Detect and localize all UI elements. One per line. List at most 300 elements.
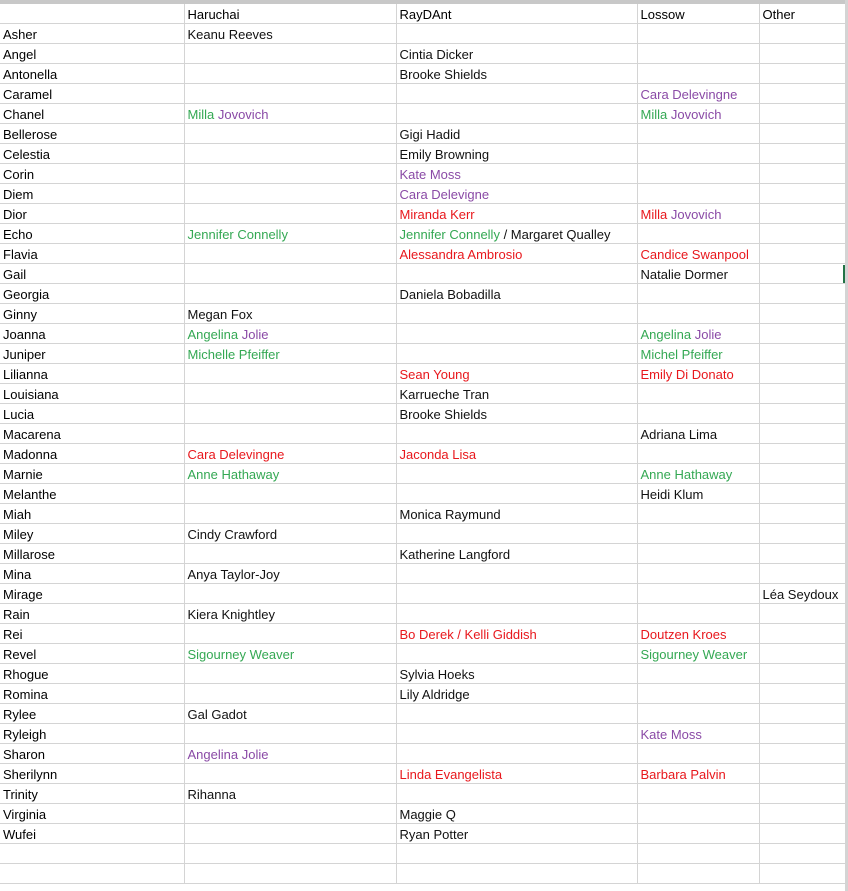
table-cell[interactable] [184,424,396,444]
row-name-cell[interactable] [0,324,184,344]
column-header-label: Haruchai [187,7,240,22]
table-cell[interactable] [396,724,637,744]
empty-cell[interactable] [184,844,396,864]
table-cell[interactable] [396,484,637,504]
table-cell[interactable] [396,624,637,644]
column-header[interactable] [759,4,845,24]
table-row [0,664,845,684]
table-cell[interactable] [759,564,845,584]
table-cell[interactable] [637,764,759,784]
cell-text: Milla [640,207,671,222]
table-cell[interactable] [396,564,637,584]
row-name-cell[interactable] [0,524,184,544]
table-cell[interactable] [184,704,396,724]
table-cell[interactable] [759,24,845,44]
table-cell[interactable] [637,724,759,744]
table-cell[interactable] [759,164,845,184]
table-cell[interactable] [184,304,396,324]
column-header[interactable] [637,4,759,24]
table-cell[interactable] [637,84,759,104]
table-cell[interactable] [637,404,759,424]
table-cell[interactable] [184,724,396,744]
cell-text: Angelina Jolie [187,747,269,762]
table-row [0,304,845,324]
row-name-cell[interactable] [0,64,184,84]
table-cell[interactable] [759,464,845,484]
cell-text: Brooke Shields [399,407,487,422]
table-cell[interactable] [637,784,759,804]
table-cell[interactable] [184,444,396,464]
table-row [0,564,845,584]
table-cell[interactable] [184,284,396,304]
table-cell[interactable] [637,384,759,404]
row-name: Mirage [3,587,43,602]
table-cell[interactable] [759,824,845,844]
table-cell[interactable] [396,824,637,844]
cell-text: Monica Raymund [399,507,501,522]
table-cell[interactable] [184,344,396,364]
cell-text: Daniela Bobadilla [399,287,501,302]
table-cell[interactable] [396,84,637,104]
table-cell[interactable] [396,104,637,124]
cell-text: Alessandra Ambrosio [399,247,523,262]
row-name-cell[interactable] [0,184,184,204]
row-name-cell[interactable] [0,344,184,364]
cell-text: Miranda Kerr [399,207,475,222]
row-name-cell[interactable] [0,444,184,464]
cell-text: Megan Fox [187,307,253,322]
table-cell[interactable] [184,484,396,504]
table-cell[interactable] [184,644,396,664]
cell-text: Candice Swanpool [640,247,749,262]
table-row [0,484,845,504]
empty-cell[interactable] [759,864,845,884]
row-name-cell[interactable] [0,104,184,124]
column-header[interactable] [184,4,396,24]
table-cell[interactable] [184,84,396,104]
table-cell[interactable] [637,644,759,664]
table-cell[interactable] [396,764,637,784]
row-name-cell[interactable] [0,784,184,804]
cell-text: Milla [187,107,218,122]
row-name: Marnie [3,467,43,482]
table-cell[interactable] [637,664,759,684]
table-cell[interactable] [396,404,637,424]
table-cell[interactable] [184,584,396,604]
row-name: Miah [3,507,32,522]
table-cell[interactable] [759,184,845,204]
table-cell[interactable] [396,64,637,84]
table-cell[interactable] [396,264,637,284]
row-name-cell[interactable] [0,364,184,384]
table-cell[interactable] [396,584,637,604]
row-name-cell[interactable] [0,684,184,704]
table-cell[interactable] [396,664,637,684]
row-name: Louisiana [3,387,59,402]
table-row [0,424,845,444]
cell-text: Cara Delevingne [640,87,738,102]
table-cell[interactable] [184,184,396,204]
table-cell[interactable] [759,404,845,424]
row-name-cell[interactable] [0,664,184,684]
table-cell[interactable] [637,204,759,224]
table-row [0,384,845,404]
row-name: Georgia [3,287,50,302]
table-cell[interactable] [184,264,396,284]
row-name-cell[interactable] [0,384,184,404]
table-row [0,524,845,544]
table-row [0,84,845,104]
table-cell[interactable] [759,364,845,384]
table-cell[interactable] [396,164,637,184]
row-name: Diem [3,187,34,202]
row-name-cell[interactable] [0,564,184,584]
table-cell[interactable] [637,344,759,364]
table-cell[interactable] [184,464,396,484]
table-cell[interactable] [637,804,759,824]
header-cell-name[interactable] [0,4,184,24]
table-cell[interactable] [637,604,759,624]
table-cell[interactable] [637,464,759,484]
table-cell[interactable] [396,804,637,824]
row-name-cell[interactable] [0,84,184,104]
table-cell[interactable] [637,64,759,84]
table-cell[interactable] [184,764,396,784]
table-cell[interactable] [637,584,759,604]
table-cell[interactable] [637,684,759,704]
table-cell[interactable] [184,544,396,564]
table-cell[interactable] [759,444,845,464]
table-cell[interactable] [184,24,396,44]
table-cell[interactable] [637,444,759,464]
table-cell[interactable] [396,744,637,764]
table-cell[interactable] [759,624,845,644]
table-cell[interactable] [184,744,396,764]
table-row [0,724,845,744]
table-cell[interactable] [637,364,759,384]
table-cell[interactable] [184,164,396,184]
table-cell[interactable] [637,564,759,584]
empty-cell[interactable] [396,844,637,864]
table-cell[interactable] [184,364,396,384]
cell-text: Jovovich [670,107,722,122]
table-cell[interactable] [759,784,845,804]
cell-text: Maggie Q [399,807,456,822]
table-row [0,404,845,424]
table-cell[interactable] [396,344,637,364]
cell-text: / Margaret Qualley [499,227,611,242]
empty-cell[interactable] [0,864,184,884]
row-name: Bellerose [3,127,58,142]
cell-text: Gal Gadot [187,707,247,722]
table-cell[interactable] [396,144,637,164]
table-cell[interactable] [759,224,845,244]
table-cell[interactable] [759,544,845,564]
table-cell[interactable] [396,704,637,724]
table-cell[interactable] [759,304,845,324]
table-cell[interactable] [184,124,396,144]
empty-cell[interactable] [396,864,637,884]
table-cell[interactable] [759,64,845,84]
table-cell[interactable] [759,524,845,544]
table-cell[interactable] [637,184,759,204]
table-cell[interactable] [637,544,759,564]
table-cell[interactable] [759,804,845,824]
table-cell[interactable] [759,144,845,164]
row-name-cell[interactable] [0,304,184,324]
table-cell[interactable] [759,504,845,524]
table-cell[interactable] [759,704,845,724]
table-cell[interactable] [759,324,845,344]
table-cell[interactable] [637,304,759,324]
table-cell[interactable] [759,384,845,404]
row-name: Angel [3,47,37,62]
row-name: Sharon [3,747,45,762]
cell-text: Angelina [187,327,242,342]
table-cell[interactable] [396,384,637,404]
table-cell[interactable] [396,124,637,144]
cell-text: Emily Di Donato [640,367,734,382]
table-cell[interactable] [396,284,637,304]
table-cell[interactable] [184,824,396,844]
table-cell[interactable] [637,524,759,544]
row-name: Ryleigh [3,727,47,742]
row-name-cell[interactable] [0,164,184,184]
empty-cell[interactable] [637,864,759,884]
table-row [0,284,845,304]
table-cell[interactable] [759,84,845,104]
row-name-cell[interactable] [0,764,184,784]
table-cell[interactable] [759,584,845,604]
table-cell[interactable] [184,64,396,84]
table-cell[interactable] [396,224,637,244]
row-name: Joanna [3,327,46,342]
cell-text: Jennifer Connelly [399,227,500,242]
cell-text: Cara Delevigne [399,187,490,202]
table-row [0,204,845,224]
empty-cell[interactable] [0,844,184,864]
row-name: Wufei [3,827,36,842]
cell-text: Kiera Knightley [187,607,275,622]
table-cell[interactable] [184,384,396,404]
table-cell[interactable] [396,204,637,224]
table-cell[interactable] [759,124,845,144]
table-cell[interactable] [396,444,637,464]
row-name-cell[interactable] [0,144,184,164]
table-cell[interactable] [759,644,845,664]
row-name: Flavia [3,247,38,262]
table-row [0,344,845,364]
cell-text: Katherine Langford [399,547,511,562]
cell-text: Brooke Shields [399,67,487,82]
table-row [0,184,845,204]
table-row [0,624,845,644]
table-cell[interactable] [396,784,637,804]
row-name-cell[interactable] [0,284,184,304]
row-name-cell[interactable] [0,724,184,744]
table-cell[interactable] [184,624,396,644]
table-cell[interactable] [759,744,845,764]
row-name-cell[interactable] [0,544,184,564]
table-cell[interactable] [759,664,845,684]
table-cell[interactable] [759,344,845,364]
table-cell[interactable] [396,644,637,664]
row-name-cell[interactable] [0,224,184,244]
row-name-cell[interactable] [0,624,184,644]
row-name: Antonella [3,67,58,82]
row-name-cell[interactable] [0,824,184,844]
cell-text: Kate Moss [640,727,702,742]
column-header[interactable] [396,4,637,24]
table-cell[interactable] [184,404,396,424]
row-name: Gail [3,267,27,282]
empty-cell[interactable] [637,844,759,864]
table-cell[interactable] [637,424,759,444]
table-cell[interactable] [759,684,845,704]
table-row [0,324,845,344]
table-cell[interactable] [637,284,759,304]
cell-text: Karrueche Tran [399,387,490,402]
table-row [0,784,845,804]
table-cell[interactable] [637,824,759,844]
row-name-cell[interactable] [0,744,184,764]
row-name-cell[interactable] [0,404,184,424]
row-name: Romina [3,687,48,702]
table-cell[interactable] [637,244,759,264]
row-name-cell[interactable] [0,124,184,144]
table-row [0,804,845,824]
table-cell[interactable] [759,244,845,264]
row-name-cell[interactable] [0,44,184,64]
table-cell[interactable] [184,684,396,704]
table-cell[interactable] [759,264,845,284]
row-name-cell[interactable] [0,584,184,604]
cell-text: Jennifer Connelly [187,227,288,242]
table-cell[interactable] [184,784,396,804]
table-cell[interactable] [759,604,845,624]
table-cell[interactable] [759,724,845,744]
table-cell[interactable] [637,744,759,764]
table-cell[interactable] [396,604,637,624]
table-row [0,644,845,664]
table-cell[interactable] [396,24,637,44]
cell-text: Sylvia Hoeks [399,667,475,682]
table-cell[interactable] [184,204,396,224]
empty-cell[interactable] [759,844,845,864]
table-cell[interactable] [396,504,637,524]
table-row [0,224,845,244]
column-header-label: Lossow [640,7,685,22]
row-name-cell[interactable] [0,604,184,624]
table-cell[interactable] [396,244,637,264]
table-cell[interactable] [396,324,637,344]
table-cell[interactable] [396,424,637,444]
row-name-cell[interactable] [0,264,184,284]
table-cell[interactable] [396,464,637,484]
table-cell[interactable] [637,24,759,44]
table-cell[interactable] [759,424,845,444]
table-cell[interactable] [396,544,637,564]
table-cell[interactable] [184,104,396,124]
row-name-cell[interactable] [0,204,184,224]
table-cell[interactable] [396,684,637,704]
table-row [0,464,845,484]
table-cell[interactable] [184,664,396,684]
cell-text: Jaconda Lisa [399,447,477,462]
row-name-cell[interactable] [0,644,184,664]
table-cell[interactable] [396,304,637,324]
table-cell[interactable] [759,204,845,224]
table-cell[interactable] [637,264,759,284]
row-name-cell[interactable] [0,704,184,724]
table-cell[interactable] [637,704,759,724]
cell-text: Cara Delevingne [187,447,285,462]
table-cell[interactable] [184,144,396,164]
table-cell[interactable] [637,144,759,164]
table-cell[interactable] [184,504,396,524]
table-cell[interactable] [184,224,396,244]
table-cell[interactable] [759,104,845,124]
table-cell[interactable] [759,764,845,784]
cell-text: Sigourney Weaver [187,647,295,662]
table-cell[interactable] [396,44,637,64]
table-row [0,144,845,164]
row-name-cell[interactable] [0,484,184,504]
row-name-cell[interactable] [0,244,184,264]
table-row [0,104,845,124]
table-cell[interactable] [184,244,396,264]
cell-text: Angelina [640,327,695,342]
table-cell[interactable] [396,364,637,384]
row-name: Asher [3,27,37,42]
table-cell[interactable] [637,104,759,124]
empty-row [0,864,845,884]
table-cell[interactable] [637,44,759,64]
table-row [0,704,845,724]
table-cell[interactable] [184,804,396,824]
row-name-cell[interactable] [0,424,184,444]
table-cell[interactable] [637,224,759,244]
table-cell[interactable] [759,284,845,304]
table-cell[interactable] [184,604,396,624]
table-cell[interactable] [637,324,759,344]
cell-text: Barbara Palvin [640,767,726,782]
cell-text: Doutzen Kroes [640,627,727,642]
table-cell[interactable] [184,564,396,584]
table-cell[interactable] [759,44,845,64]
table-cell[interactable] [184,324,396,344]
row-name: Ginny [3,307,37,322]
table-cell[interactable] [184,44,396,64]
row-name: Dior [3,207,27,222]
table-cell[interactable] [184,524,396,544]
row-name-cell[interactable] [0,804,184,824]
table-cell[interactable] [759,484,845,504]
column-header-label: Other [762,7,796,22]
table-cell[interactable] [637,484,759,504]
table-cell[interactable] [396,524,637,544]
table-cell[interactable] [396,184,637,204]
table-cell[interactable] [637,164,759,184]
row-name-cell[interactable] [0,24,184,44]
empty-cell[interactable] [184,864,396,884]
row-name-cell[interactable] [0,504,184,524]
table-cell[interactable] [637,624,759,644]
row-name-cell[interactable] [0,464,184,484]
table-cell[interactable] [637,504,759,524]
table-row [0,604,845,624]
table-cell[interactable] [637,124,759,144]
